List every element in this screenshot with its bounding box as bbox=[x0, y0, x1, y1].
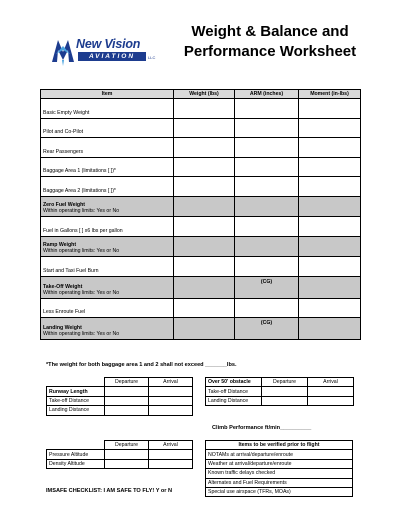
table-row bbox=[41, 217, 361, 237]
verify-header: Items to be verified prior to flight bbox=[206, 441, 353, 450]
obstacle-landing-departure-field[interactable] bbox=[262, 396, 308, 405]
verify-item: Weather at arrival/departure/enroute bbox=[206, 459, 353, 468]
title-line-2: Performance Worksheet bbox=[183, 43, 357, 60]
obstacle-takeoff-label: Take-off Distance bbox=[206, 387, 262, 396]
verify-items-table bbox=[205, 440, 353, 497]
table-row bbox=[41, 236, 361, 256]
arm-field[interactable] bbox=[235, 177, 299, 197]
table-row bbox=[41, 298, 361, 318]
weight-field[interactable] bbox=[174, 217, 235, 237]
density-altitude-label: Density Altitude bbox=[47, 459, 105, 468]
row-item-title: Start and Taxi Fuel Burn bbox=[43, 267, 99, 274]
row-item-title: Less Enroute Fuel bbox=[43, 309, 86, 316]
weight-field[interactable] bbox=[174, 99, 235, 119]
table-row bbox=[41, 196, 361, 216]
row-item-title: Basic Empty Weight bbox=[43, 109, 90, 116]
weight-field[interactable] bbox=[174, 318, 235, 340]
row-item-limits: Within operating limits: Yes or No bbox=[43, 330, 120, 337]
table-row bbox=[41, 118, 361, 138]
verify-item: Known traffic delays checked bbox=[206, 469, 353, 478]
logo-mark-icon bbox=[50, 36, 76, 66]
obstacle-takeoff-departure-field[interactable] bbox=[262, 387, 308, 396]
density-altitude-arrival-field[interactable] bbox=[149, 459, 193, 468]
pressure-altitude-label: Pressure Altitude bbox=[47, 450, 105, 459]
obstacle-header-departure: Departure bbox=[262, 378, 308, 387]
arm-field[interactable] bbox=[235, 138, 299, 158]
table-row bbox=[41, 157, 361, 177]
moment-field[interactable] bbox=[299, 298, 361, 318]
row-item-label bbox=[41, 276, 174, 298]
table-row bbox=[41, 276, 361, 298]
logo-subtitle: AVIATION bbox=[78, 52, 146, 61]
moment-field[interactable] bbox=[299, 99, 361, 119]
row-item-title: Take-Off Weight bbox=[43, 283, 83, 290]
header-item: Item bbox=[41, 90, 174, 99]
row-item-limits: Within operating limits: Yes or No bbox=[43, 248, 120, 255]
arm-field[interactable]: (CG) bbox=[235, 318, 299, 340]
moment-field[interactable] bbox=[299, 118, 361, 138]
density-altitude-departure-field[interactable] bbox=[105, 459, 149, 468]
obstacle-header-title: Over 50' obstacle bbox=[206, 378, 262, 387]
runway-length-departure-field[interactable] bbox=[105, 387, 149, 396]
weight-field[interactable] bbox=[174, 118, 235, 138]
arm-field[interactable] bbox=[235, 236, 299, 256]
title-line-1: Weight & Balance and bbox=[191, 23, 349, 40]
row-item-label bbox=[41, 257, 174, 277]
obstacle-landing-arrival-field[interactable] bbox=[308, 396, 354, 405]
arm-field[interactable] bbox=[235, 157, 299, 177]
arm-field[interactable]: (CG) bbox=[235, 276, 299, 298]
weight-field[interactable] bbox=[174, 157, 235, 177]
row-item-title: Landing Weight bbox=[43, 324, 82, 331]
table-row bbox=[41, 318, 361, 340]
moment-field[interactable] bbox=[299, 276, 361, 298]
runway-header-arrival: Arrival bbox=[149, 378, 193, 387]
weight-field[interactable] bbox=[174, 257, 235, 277]
pressure-altitude-departure-field[interactable] bbox=[105, 450, 149, 459]
row-item-label bbox=[41, 138, 174, 158]
weight-field[interactable] bbox=[174, 196, 235, 216]
runway-header-blank bbox=[47, 378, 105, 387]
moment-field[interactable] bbox=[299, 157, 361, 177]
moment-field[interactable] bbox=[299, 177, 361, 197]
weight-field[interactable] bbox=[174, 138, 235, 158]
runway-takeoff-label: Take-off Distance bbox=[47, 396, 105, 405]
arm-field[interactable] bbox=[235, 99, 299, 119]
row-item-label bbox=[41, 217, 174, 237]
obstacle-header-arrival: Arrival bbox=[308, 378, 354, 387]
moment-field[interactable] bbox=[299, 217, 361, 237]
moment-field[interactable] bbox=[299, 318, 361, 340]
runway-landing-arrival-field[interactable] bbox=[149, 406, 193, 415]
pressure-altitude-arrival-field[interactable] bbox=[149, 450, 193, 459]
header-arm: ARM (inches) bbox=[235, 90, 299, 99]
runway-header-departure: Departure bbox=[105, 378, 149, 387]
arm-field[interactable] bbox=[235, 298, 299, 318]
row-item-label bbox=[41, 118, 174, 138]
row-item-title: Zero Fuel Weight bbox=[43, 202, 85, 209]
page-title bbox=[170, 22, 370, 62]
obstacle-table bbox=[205, 377, 354, 406]
header-weight: Weight (lbs) bbox=[174, 90, 235, 99]
row-item-label bbox=[41, 298, 174, 318]
verify-item: Alternates and Fuel Requirements bbox=[206, 478, 353, 487]
moment-field[interactable] bbox=[299, 257, 361, 277]
weight-field[interactable] bbox=[174, 177, 235, 197]
row-item-title: Baggage Area 1 (limitations [ ])* bbox=[43, 168, 116, 175]
row-item-title: Baggage Area 2 (limitations [ ])* bbox=[43, 187, 116, 194]
logo-llc: LLC bbox=[148, 55, 156, 60]
row-item-label bbox=[41, 157, 174, 177]
weight-balance-table bbox=[40, 89, 361, 340]
altitude-header-blank bbox=[47, 441, 105, 450]
header-moment: Moment (in-lbs) bbox=[299, 90, 361, 99]
row-item-label bbox=[41, 196, 174, 216]
row-item-label bbox=[41, 236, 174, 256]
obstacle-landing-label: Landing Distance bbox=[206, 396, 262, 405]
imsafe-checklist: IMSAFE CHECKLIST: I AM SAFE TO FLY! Y or N bbox=[46, 488, 173, 494]
climb-performance-label: Climb Performance ft/min__________ bbox=[212, 425, 312, 431]
runway-length-table bbox=[46, 377, 193, 416]
weight-field[interactable] bbox=[174, 276, 235, 298]
verify-item: NOTAMs at arrival/departure/enroute bbox=[206, 450, 353, 459]
altitude-header-departure: Departure bbox=[105, 441, 149, 450]
table-header-row bbox=[41, 90, 361, 99]
altitude-header-arrival: Arrival bbox=[149, 441, 193, 450]
moment-field[interactable] bbox=[299, 138, 361, 158]
logo-name: New Vision bbox=[76, 37, 141, 51]
weight-field[interactable] bbox=[174, 236, 235, 256]
row-item-title: Rear Passengers bbox=[43, 148, 84, 155]
verify-item: Special use airspace (TFRs, MOAs) bbox=[206, 487, 353, 496]
row-item-label bbox=[41, 177, 174, 197]
arm-field[interactable] bbox=[235, 257, 299, 277]
altitude-table bbox=[46, 440, 193, 469]
runway-length-label: Runway Length bbox=[47, 387, 105, 396]
arm-field[interactable] bbox=[235, 217, 299, 237]
runway-takeoff-departure-field[interactable] bbox=[105, 396, 149, 405]
arm-field[interactable] bbox=[235, 118, 299, 138]
runway-length-arrival-field[interactable] bbox=[149, 387, 193, 396]
table-row bbox=[41, 257, 361, 277]
runway-landing-label: Landing Distance bbox=[47, 406, 105, 415]
arm-field[interactable] bbox=[235, 196, 299, 216]
row-item-label bbox=[41, 99, 174, 119]
row-item-limits: Within operating limits: Yes or No bbox=[43, 289, 120, 296]
moment-field[interactable] bbox=[299, 196, 361, 216]
table-row bbox=[41, 99, 361, 119]
moment-field[interactable] bbox=[299, 236, 361, 256]
runway-landing-departure-field[interactable] bbox=[105, 406, 149, 415]
runway-takeoff-arrival-field[interactable] bbox=[149, 396, 193, 405]
row-item-title: Ramp Weight bbox=[43, 242, 77, 249]
table-row bbox=[41, 177, 361, 197]
obstacle-takeoff-arrival-field[interactable] bbox=[308, 387, 354, 396]
row-item-title: Pilot and Co-Pilot bbox=[43, 129, 84, 136]
row-item-title: Fuel in Gallons [ ] x6 lbs per gallon bbox=[43, 227, 123, 234]
weight-field[interactable] bbox=[174, 298, 235, 318]
baggage-note: *The weight for both baggage area 1 and 2 shall not exceed _______lbs. bbox=[46, 362, 237, 368]
row-item-label bbox=[41, 318, 174, 340]
table-row bbox=[41, 138, 361, 158]
row-item-limits: Within operating limits: Yes or No bbox=[43, 208, 120, 215]
